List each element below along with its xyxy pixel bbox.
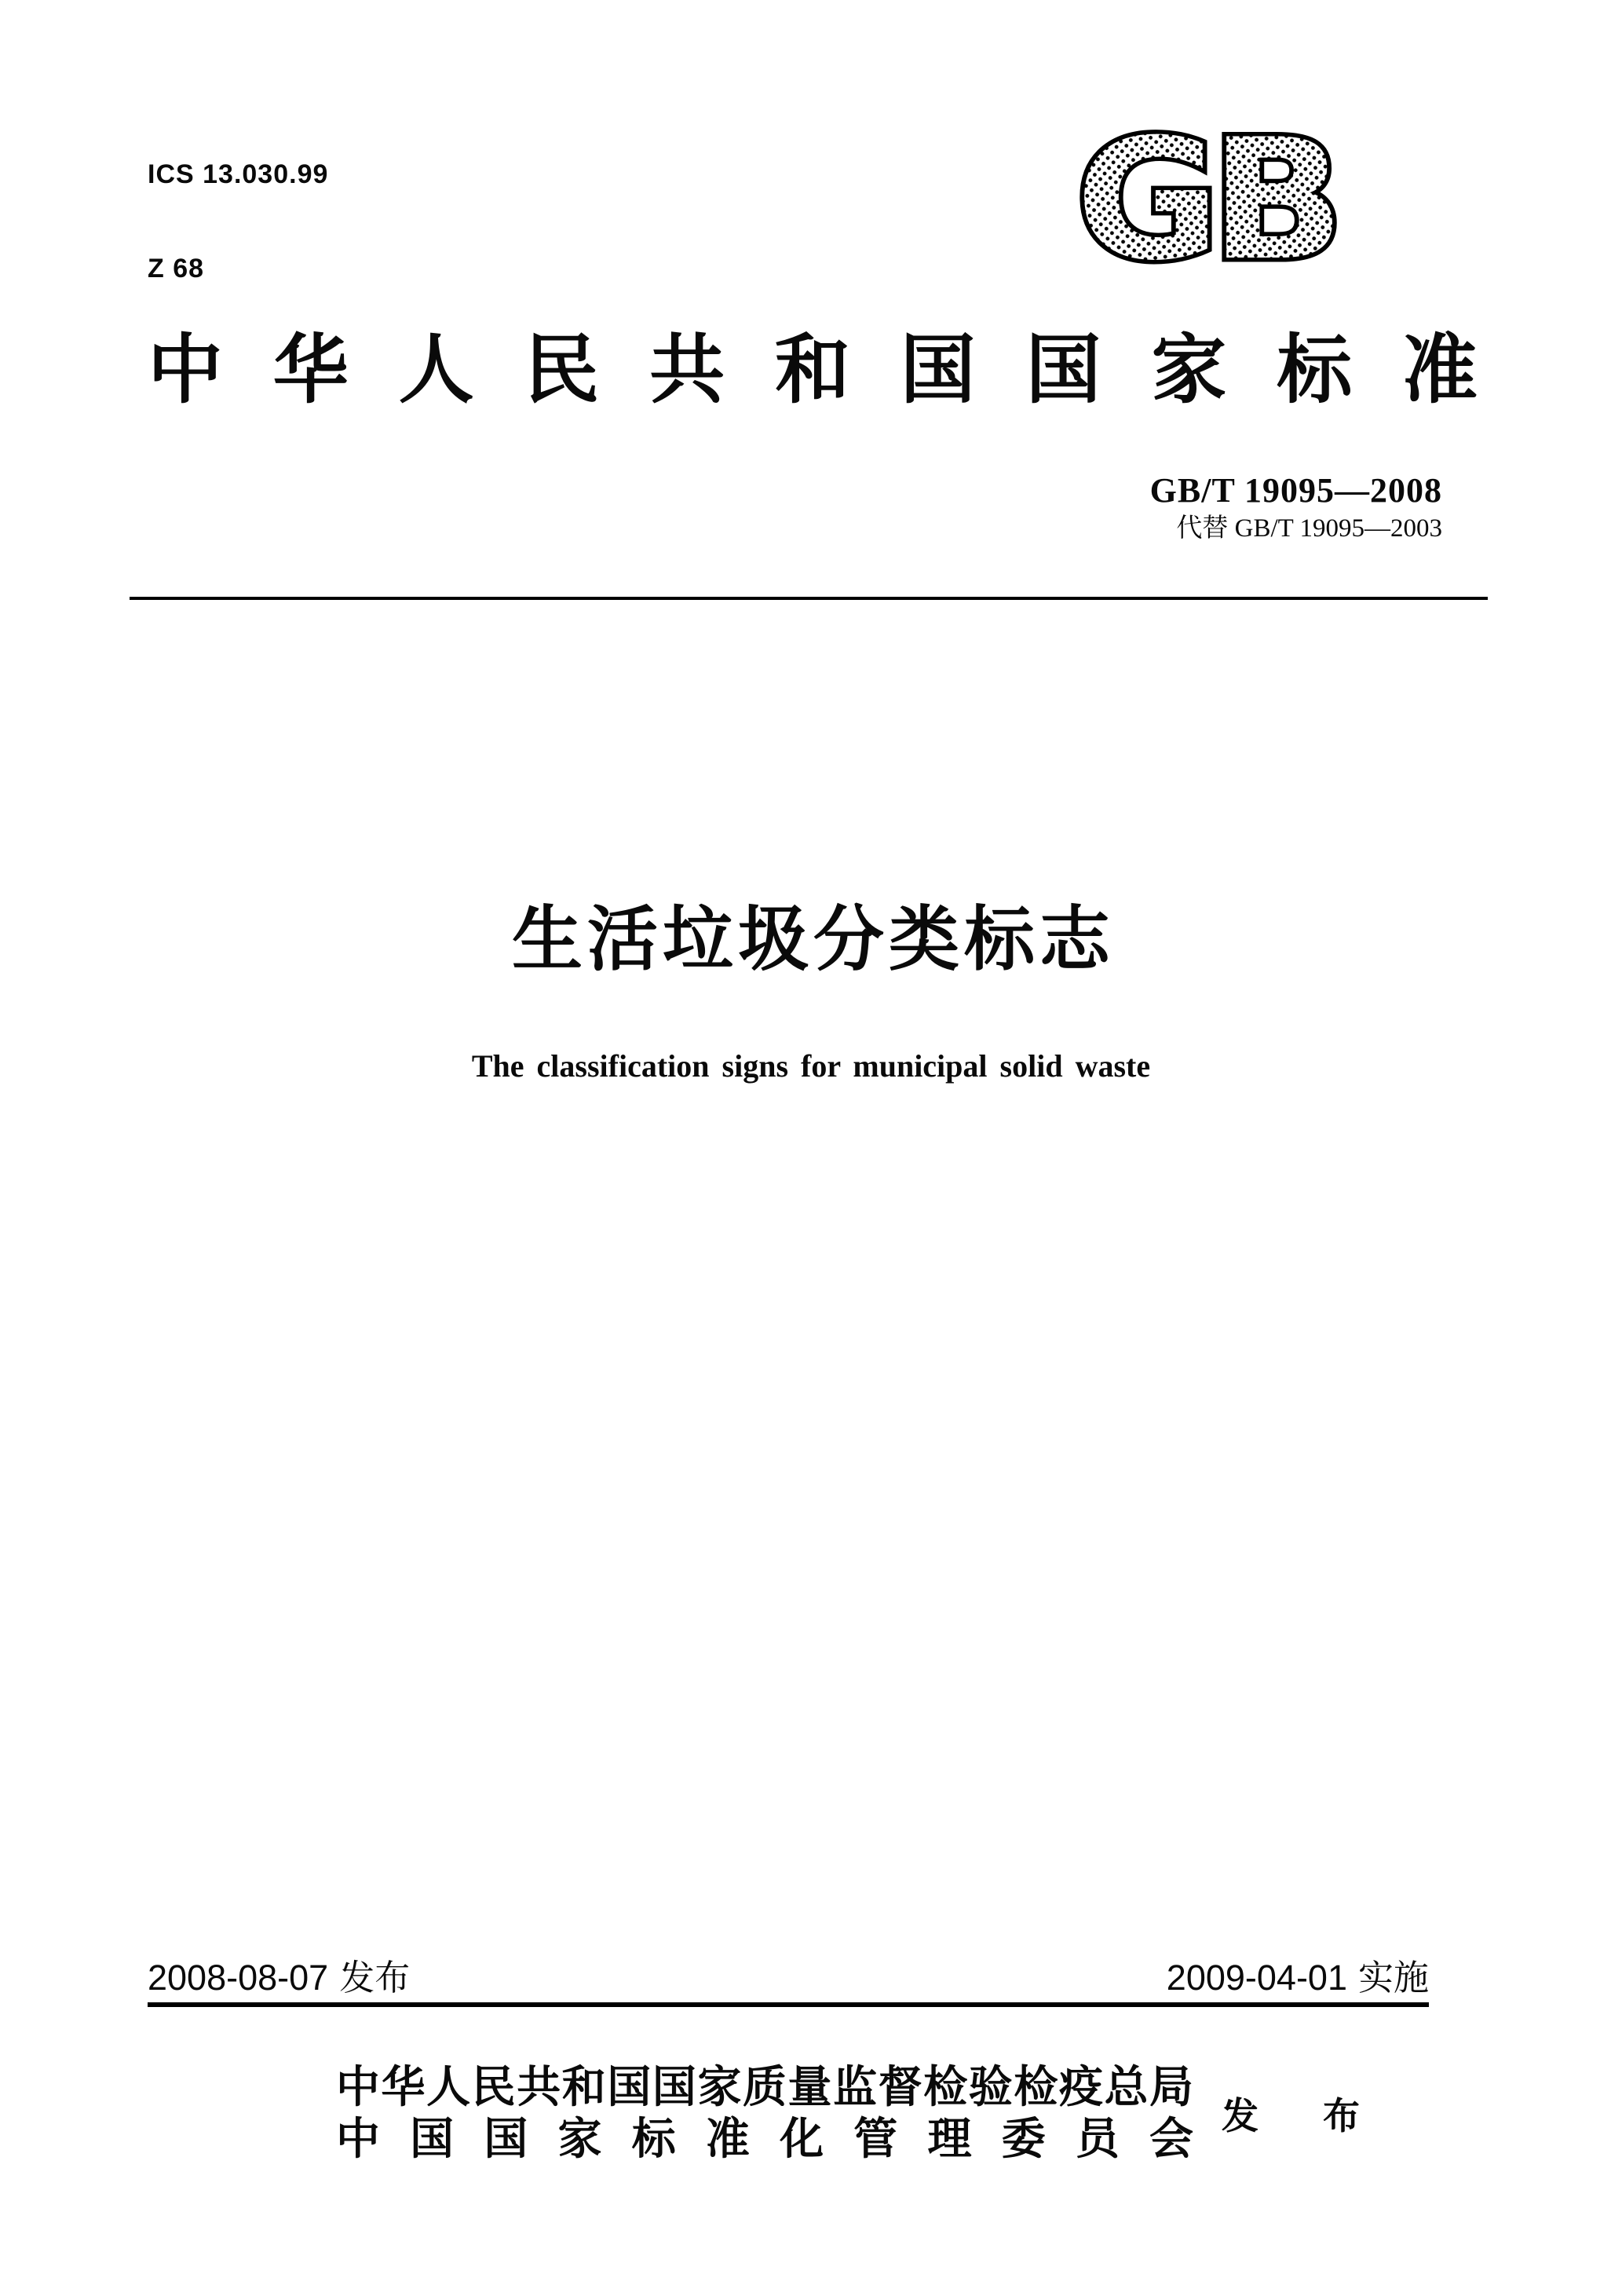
ics-code: ICS 13.030.99 <box>148 159 329 189</box>
issuer-line-1: 中华人民共和国国家质量监督检验检疫总局 <box>336 2064 1193 2112</box>
doc-class-code: Z 68 <box>148 254 205 283</box>
replaces-note: 代替 GB/T 19095—2003 <box>1176 514 1442 543</box>
issuer-block <box>336 2062 1193 2166</box>
date-row <box>148 1958 1429 1998</box>
implementation-date: 2009-04-01 <box>1166 1958 1347 1998</box>
gb-logo-text: GB <box>1076 108 1335 281</box>
ics-classification-block <box>148 96 328 347</box>
standard-code: GB/T 19095—2008 <box>1149 471 1442 510</box>
document-title-cn: 生活垃圾分类标志 <box>512 901 1115 979</box>
top-divider-rule <box>130 597 1488 600</box>
publish-label: 发布 <box>1222 2097 1360 2137</box>
implementation-date-group <box>1167 1958 1429 1998</box>
standard-code-block <box>1150 471 1442 544</box>
implementation-label: 实施 <box>1357 1958 1429 1998</box>
issuer-line-2: 中国国家标准化管理委员会 <box>336 2115 1193 2164</box>
document-title-en: The classification signs for municipal solid waste <box>471 1048 1151 1084</box>
national-standard-heading: 中华人民共和国国家标准 <box>148 328 1478 412</box>
issue-label: 发布 <box>339 1958 411 1998</box>
gb-logo <box>1061 108 1349 281</box>
issue-date: 2008-08-07 <box>148 1958 329 1998</box>
issue-date-group <box>148 1958 410 1998</box>
bottom-divider-rule <box>148 2002 1429 2007</box>
